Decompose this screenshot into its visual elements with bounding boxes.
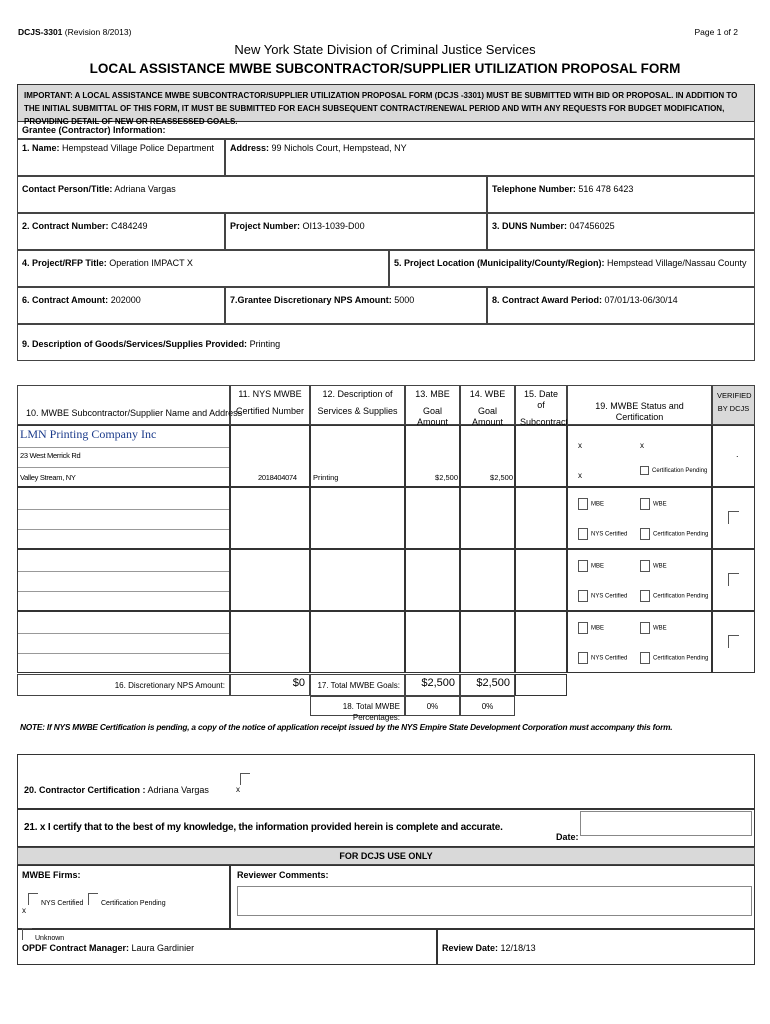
row2-cert-pending-checkbox[interactable]: Certification Pending: [640, 528, 708, 540]
row3-col5-cell[interactable]: [515, 549, 567, 611]
grantee-section-title: Grantee (Contractor) Information:: [17, 122, 755, 139]
nps-amount-field[interactable]: 7.Grantee Discretionary NPS Amount: 5000: [225, 287, 487, 324]
row1-city: Valley Stream, NY: [20, 473, 76, 482]
row2-col5-cell[interactable]: [515, 487, 567, 549]
form-id: DCJS-3301 (Revision 8/2013): [18, 27, 132, 37]
row1-wbe: $2,500: [490, 473, 513, 482]
dcjs-header: FOR DCJS USE ONLY: [17, 847, 755, 865]
row1-date-cell[interactable]: [515, 425, 567, 487]
row3-cert-pending-checkbox[interactable]: Certification Pending: [640, 590, 708, 602]
row1-status-cell[interactable]: [567, 425, 712, 487]
row2-col0-cell[interactable]: [17, 487, 230, 549]
row1-company: LMN Printing Company Inc: [20, 427, 157, 441]
col13-header: 13. MBE Goal Amount: [405, 385, 460, 425]
row3-wbe-checkbox[interactable]: WBE: [640, 560, 667, 572]
total-mbe[interactable]: $2,500: [405, 674, 460, 696]
row4-mbe-checkbox[interactable]: MBE: [578, 622, 604, 634]
address-field[interactable]: Address: 99 Nichols Court, Hempstead, NY: [225, 139, 755, 176]
contract-amount-field[interactable]: 6. Contract Amount: 202000: [17, 287, 225, 324]
row4-col3-cell[interactable]: [405, 611, 460, 673]
totals-blank-cell: [515, 674, 567, 696]
col11-header: 11. NYS MWBE Certified Number: [230, 385, 310, 425]
project-title-field[interactable]: 4. Project/RFP Title: Operation IMPACT X: [17, 250, 389, 287]
row3-col2-cell[interactable]: [310, 549, 405, 611]
col10-header: 10. MWBE Subcontractor/Supplier Name and Address: [17, 385, 230, 425]
row4-col1-cell[interactable]: [230, 611, 310, 673]
row4-wbe-checkbox[interactable]: WBE: [640, 622, 667, 634]
dcjs-nys-certified[interactable]: NYS Certified: [28, 893, 83, 907]
row4-col2-cell[interactable]: [310, 611, 405, 673]
row1-mbe: $2,500: [435, 473, 458, 482]
row3-col0-cell[interactable]: [17, 549, 230, 611]
verified-header: VERIFIED BY DCJS: [712, 385, 755, 425]
row1-street: 23 West Merrick Rd: [20, 451, 81, 460]
contractor-certification[interactable]: 20. Contractor Certification : Adriana Vargas: [24, 785, 209, 795]
row3-col1-cell[interactable]: [230, 549, 310, 611]
date-input[interactable]: [580, 811, 752, 836]
col14-header: 14. WBE Goal Amount: [460, 385, 515, 425]
total-pct-label: 18. Total MWBE Percentages:: [310, 696, 405, 716]
important-notice: IMPORTANT: A LOCAL ASSISTANCE MWBE SUBCONTRACTOR/SUPPLIER UTILIZATION PROPOSAL FORM (DCJS -3301) MUST BE SUBMITTED WITH BID OR PROPOSAL. IN ADDITION TO THE INITIAL SUBMITTAL OF THIS FORM, IT MUST BE SUBMITTED FOR EACH SUBSEQUENT CONTRACT/RENEWAL PERIOD AND WITH ANY REQUESTS FOR BUDGET MODIFICATION, PROVIDING DETAIL OF NEW OR REASSESSED GOALS.: [17, 84, 755, 122]
contract-manager[interactable]: OPDF Contract Manager: Laura Gardinier: [22, 943, 195, 953]
pct-wbe[interactable]: 0%: [460, 696, 515, 716]
award-period-field[interactable]: 8. Contract Award Period: 07/01/13-06/30/14: [487, 287, 755, 324]
row4-col5-cell[interactable]: [515, 611, 567, 673]
row3-nys-certified-checkbox[interactable]: NYS Certified: [578, 590, 627, 602]
row4-cert-pending-checkbox[interactable]: Certification Pending: [640, 652, 708, 664]
row2-wbe-checkbox[interactable]: WBE: [640, 498, 667, 510]
row1-cert-pending[interactable]: Certification Pending: [640, 466, 707, 475]
disc-nps-value[interactable]: $0: [230, 674, 310, 696]
goods-description-field[interactable]: 9. Description of Goods/Services/Supplies Provided: Printing: [17, 324, 755, 361]
telephone-field[interactable]: Telephone Number: 516 478 6423: [487, 176, 755, 213]
name-field[interactable]: 1. Name: Hempstead Village Police Department: [17, 139, 225, 176]
row4-verified-checkbox[interactable]: [728, 635, 739, 653]
row4-col0-cell[interactable]: [17, 611, 230, 673]
pct-mbe[interactable]: 0%: [405, 696, 460, 716]
row3-col3-cell[interactable]: [405, 549, 460, 611]
pending-note: NOTE: If NYS MWBE Certification is pending, a copy of the notice of application receipt issued by the NYS Empire State Development Corporation must accompany this form.: [20, 722, 673, 732]
row4-nys-certified-checkbox[interactable]: NYS Certified: [578, 652, 627, 664]
form-title: LOCAL ASSISTANCE MWBE SUBCONTRACTOR/SUPPLIER UTILIZATION PROPOSAL FORM: [89, 61, 681, 76]
dcjs-unknown[interactable]: Unknown: [22, 928, 64, 942]
row1-desc: Printing: [313, 473, 339, 482]
project-number-field[interactable]: Project Number: OI13-1039-D00: [225, 213, 487, 250]
certification-box: [17, 754, 755, 809]
disc-nps-label: 16. Discretionary NPS Amount:: [17, 674, 230, 696]
total-goals-label: 17. Total MWBE Goals:: [310, 674, 405, 696]
certify-statement: 21. x I certify that to the best of my knowledge, the information provided herein is complete and accurate.: [24, 822, 503, 833]
page-number: Page 1 of 2: [694, 27, 738, 37]
row2-col2-cell[interactable]: [310, 487, 405, 549]
project-location-field[interactable]: 5. Project Location (Municipality/County/Region): Hempstead Village/Nassau County: [389, 250, 755, 287]
row1-cert: 2018404074: [258, 473, 297, 482]
row3-mbe-checkbox[interactable]: MBE: [578, 560, 604, 572]
row3-col4-cell[interactable]: [460, 549, 515, 611]
dcjs-cert-pending[interactable]: Certification Pending: [88, 893, 166, 907]
row2-col1-cell[interactable]: [230, 487, 310, 549]
col12-header: 12. Description of Services & Supplies: [310, 385, 405, 425]
reviewer-comments-input[interactable]: [237, 886, 752, 916]
row2-nys-certified-checkbox[interactable]: NYS Certified: [578, 528, 627, 540]
agency-name: New York State Division of Criminal Justice Services: [234, 42, 536, 57]
col15-header: 15. Date of Subcontract: [515, 385, 567, 425]
row2-col4-cell[interactable]: [460, 487, 515, 549]
row2-mbe-checkbox[interactable]: MBE: [578, 498, 604, 510]
date-label: Date:: [556, 832, 579, 842]
contact-field[interactable]: Contact Person/Title: Adriana Vargas: [17, 176, 487, 213]
mwbe-firms-label: MWBE Firms:: [22, 870, 81, 880]
row3-verified-checkbox[interactable]: [728, 573, 739, 591]
contract-number-field[interactable]: 2. Contract Number: C484249: [17, 213, 225, 250]
signature-checkbox[interactable]: [240, 772, 250, 790]
col19-header: 19. MWBE Status and Certification: [567, 385, 712, 425]
row4-col4-cell[interactable]: [460, 611, 515, 673]
row2-col3-cell[interactable]: [405, 487, 460, 549]
row1-verified-cell[interactable]: [712, 425, 755, 487]
row2-verified-checkbox[interactable]: [728, 511, 739, 529]
review-date[interactable]: Review Date: 12/18/13: [442, 943, 536, 953]
reviewer-label: Reviewer Comments:: [237, 870, 329, 880]
total-wbe[interactable]: $2,500: [460, 674, 515, 696]
duns-field[interactable]: 3. DUNS Number: 047456025: [487, 213, 755, 250]
